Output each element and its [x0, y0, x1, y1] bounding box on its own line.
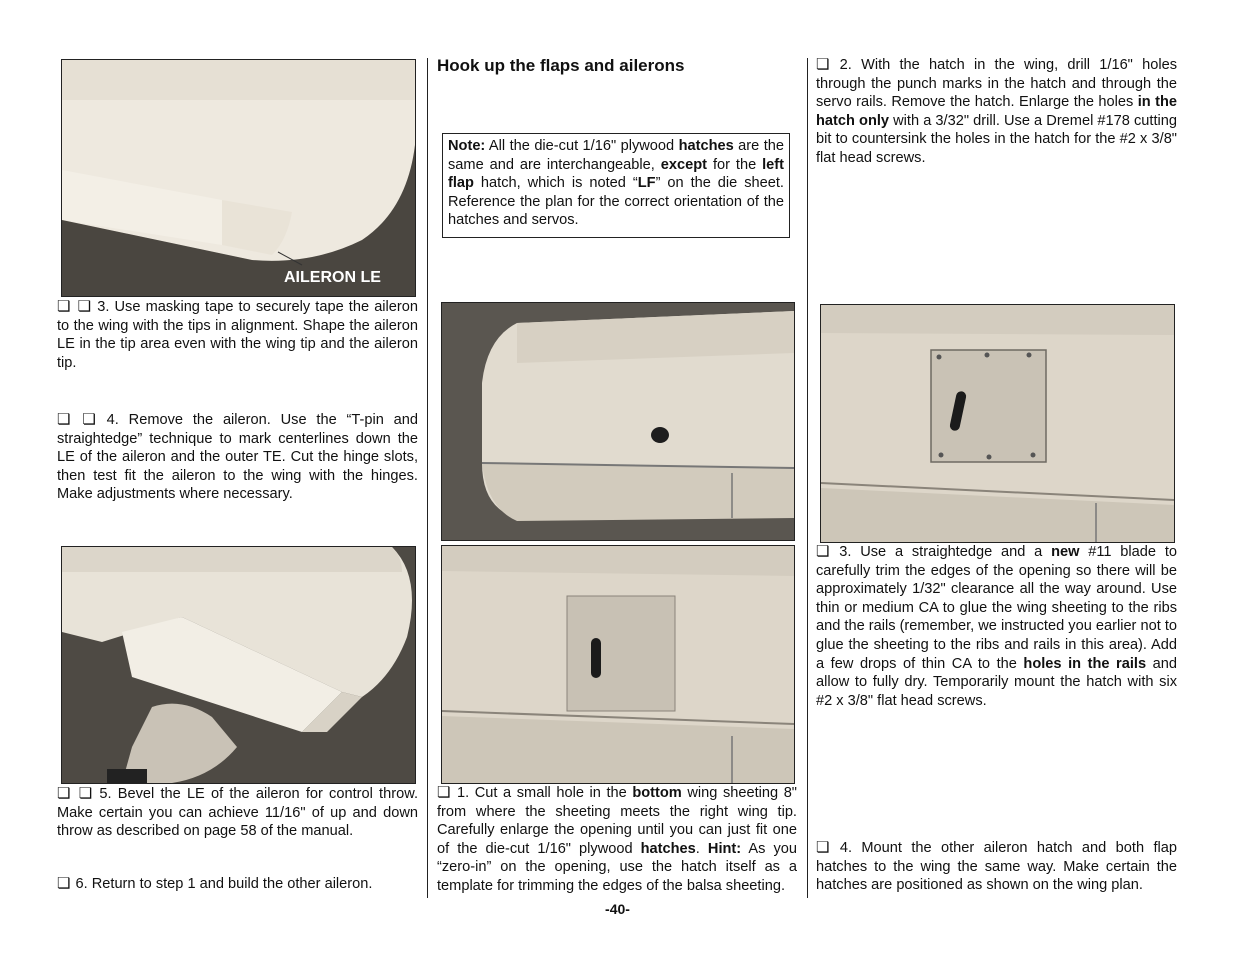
section-heading: Hook up the flaps and ailerons	[437, 56, 685, 75]
right-step-2: ❏ 2. With the hatch in the wing, drill 1/16" holes through the punch marks in the hatch and through the servo rails. Remove the hatch. Enlarge the holes in the hatch only with a 3/32" drill. Use a Dremel #178 cutting bit to countersink the holes in the hatch for the #2 x 3/8" flat head screws.	[816, 56, 1177, 166]
right-step-4	[816, 839, 1177, 895]
step-text: 5. Bevel the LE of the aileron for control throw. Make certain you can achieve 11/16" of up and down throw as described on page 58 of the manual.	[57, 786, 418, 840]
photo-hatch-screws	[820, 304, 1175, 543]
note-box: Note: All the die-cut 1/16" plywood hatches are the same and are interchangeable, except for the left flap hatch, which is noted “LF” on the die sheet. Reference the plan for the correct orientation of the hatches and servos.	[442, 133, 790, 238]
middle-step-1: ❏ 1. Cut a small hole in the bottom wing sheeting 8" from where the sheeting meets the right wing tip. Carefully enlarge the opening until you can just fit one of the die-cut 1/16" plywood hatches. Hint: As you “zero-in” on the opening, use the hatch itself as a template for trimming the edges of the balsa sheeting.	[437, 784, 797, 894]
checkbox-icon[interactable]: ❏	[437, 784, 452, 801]
checkbox-icon[interactable]: ❏	[816, 56, 831, 73]
step-text: 4. Mount the other aileron hatch and both flap hatches to the wing the same way. Make certain the hatches are positioned as shown on the wing plan.	[816, 840, 1177, 894]
step-text: 6. Return to step 1 and build the other aileron.	[71, 876, 373, 892]
checkbox-icon[interactable]: ❏	[57, 875, 72, 892]
left-step-4	[57, 411, 418, 504]
right-step-3: ❏ 3. Use a straightedge and a new #11 blade to carefully trim the edges of the opening so there will be approximately 1/32" clearance all the way around. Use thin or medium CA to glue the wing sheeting to the ribs and the rails (remember, we instructed you earlier not to glue the sheeting to the ribs and rails in this area). Add a few drops of thin CA to the holes in the rails and allow to fully dry. Temporarily mount the hatch with six #2 x 3/8" flat head screws.	[816, 543, 1177, 709]
left-step-5	[57, 785, 418, 841]
page-number: -40-	[605, 901, 630, 917]
checkbox-icon[interactable]: ❏	[816, 839, 831, 856]
checkbox-icon[interactable]: ❏	[816, 543, 831, 560]
checkbox-icon[interactable]: ❏ ❏	[57, 785, 94, 802]
left-step-3	[57, 298, 418, 372]
left-step-6	[57, 875, 418, 894]
photo-label-aileron-le: AILERON LE	[284, 269, 381, 286]
photo-aileron-le	[61, 59, 416, 297]
photo-aileron-bevel	[61, 546, 416, 784]
photo-wing-hole	[441, 302, 795, 541]
photo-wing-hatch	[441, 545, 795, 784]
step-text: 3. Use masking tape to securely tape the aileron to the wing with the tips in alignment. Shape the aileron LE in the tip area even with the wing tip and the aileron tip.	[57, 299, 419, 371]
column-divider-right	[807, 58, 808, 898]
step-text: 4. Remove the aileron. Use the “T-pin and straightedge” technique to mark centerlines down the LE of the aileron and the outer TE. Cut the hinge slots, then test fit the aileron to the wing with the hinges. Make adjustments where necessary.	[57, 412, 419, 503]
checkbox-icon[interactable]: ❏ ❏	[57, 298, 93, 315]
column-divider-left	[427, 58, 428, 898]
checkbox-icon[interactable]: ❏ ❏	[57, 411, 97, 428]
